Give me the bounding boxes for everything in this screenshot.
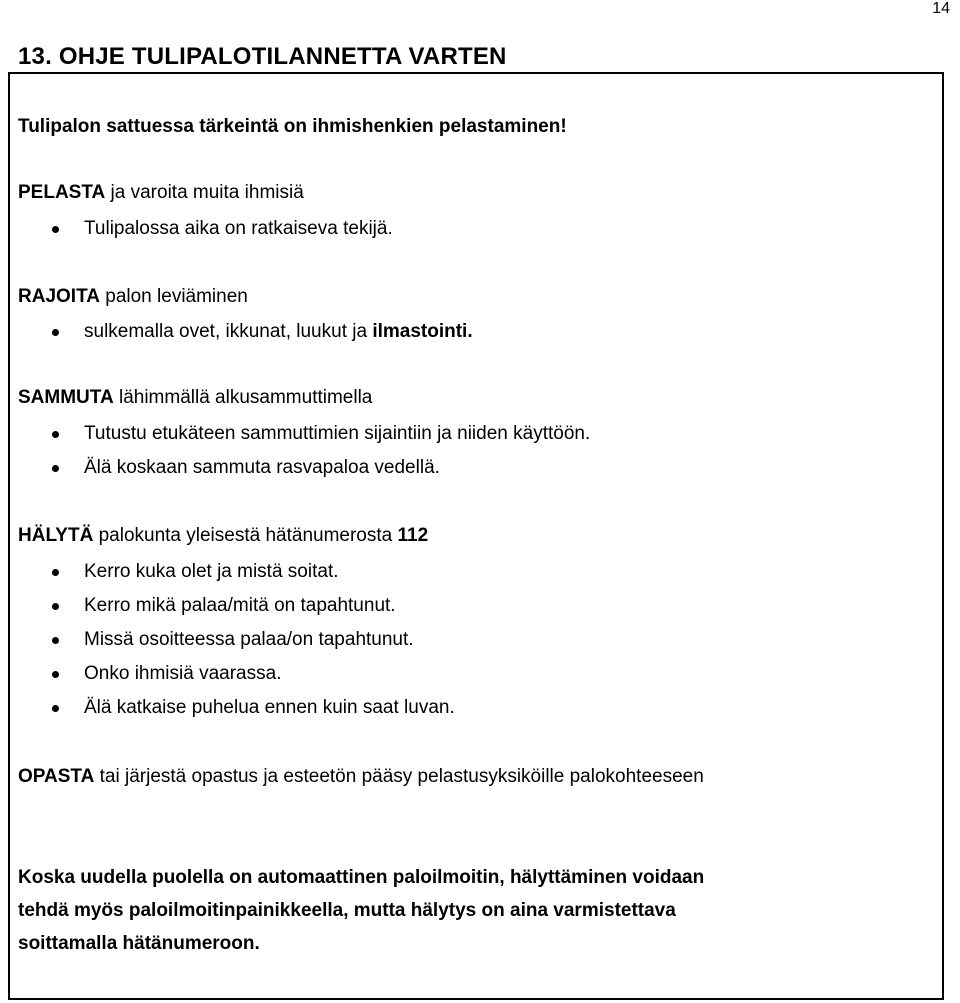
section-halyta-title xyxy=(18,524,428,548)
emergency-number: 112 xyxy=(397,525,429,546)
list-item-text: sulkemalla ovet, ikkunat, luukut ja xyxy=(84,321,373,342)
bullet-icon xyxy=(52,329,59,336)
section-text: ja varoita muita ihmisiä xyxy=(105,182,304,203)
list-item-emphasis: ilmastointi. xyxy=(372,321,473,342)
closing-line: tehdä myös paloilmoitinpainikkeella, mutta hälytys on aina varmistettava xyxy=(18,900,676,921)
list-item: Kerro kuka olet ja mistä soitat. xyxy=(84,561,339,582)
list-item: Onko ihmisiä vaarassa. xyxy=(84,663,282,684)
bullet-icon xyxy=(52,705,59,712)
list-item: Kerro mikä palaa/mitä on tapahtunut. xyxy=(84,595,396,616)
list-item: Tulipalossa aika on ratkaiseva tekijä. xyxy=(84,218,393,239)
section-keyword: PELASTA xyxy=(18,182,106,203)
bullet-icon xyxy=(52,431,59,438)
section-opasta-title xyxy=(18,765,704,789)
page-number: 14 xyxy=(932,0,950,17)
section-keyword: SAMMUTA xyxy=(18,387,114,408)
intro-text: Tulipalon sattuessa tärkeintä on ihmishenkien pelastaminen! xyxy=(18,116,567,137)
list-item: Tutustu etukäteen sammuttimien sijaintiin ja niiden käyttöön. xyxy=(84,423,591,444)
list-item xyxy=(84,320,473,344)
section-sammuta-title xyxy=(18,386,372,410)
section-keyword: OPASTA xyxy=(18,766,95,787)
bullet-icon xyxy=(52,569,59,576)
list-item: Älä katkaise puhelua ennen kuin saat luvan. xyxy=(84,697,455,718)
section-text: tai järjestä opastus ja esteetön pääsy pelastusyksiköille palokohteeseen xyxy=(94,766,704,787)
list-item: Älä koskaan sammuta rasvapaloa vedellä. xyxy=(84,457,440,478)
section-text: lähimmällä alkusammuttimella xyxy=(113,387,373,408)
closing-line: soittamalla hätänumeroon. xyxy=(18,933,260,954)
bullet-icon xyxy=(52,603,59,610)
section-text: palon leviäminen xyxy=(99,286,248,307)
page-title: 13. OHJE TULIPALOTILANNETTA VARTEN xyxy=(18,43,507,70)
section-pelasta-title xyxy=(18,181,304,205)
bullet-icon xyxy=(52,226,59,233)
bullet-icon xyxy=(52,637,59,644)
bullet-icon xyxy=(52,671,59,678)
closing-line: Koska uudella puolella on automaattinen paloilmoitin, hälyttäminen voidaan xyxy=(18,867,705,888)
section-text: palokunta yleisestä hätänumerosta xyxy=(93,525,398,546)
list-item: Missä osoitteessa palaa/on tapahtunut. xyxy=(84,629,414,650)
section-keyword: RAJOITA xyxy=(18,286,100,307)
section-rajoita-title xyxy=(18,285,248,309)
section-keyword: HÄLYTÄ xyxy=(18,525,94,546)
bullet-icon xyxy=(52,465,59,472)
